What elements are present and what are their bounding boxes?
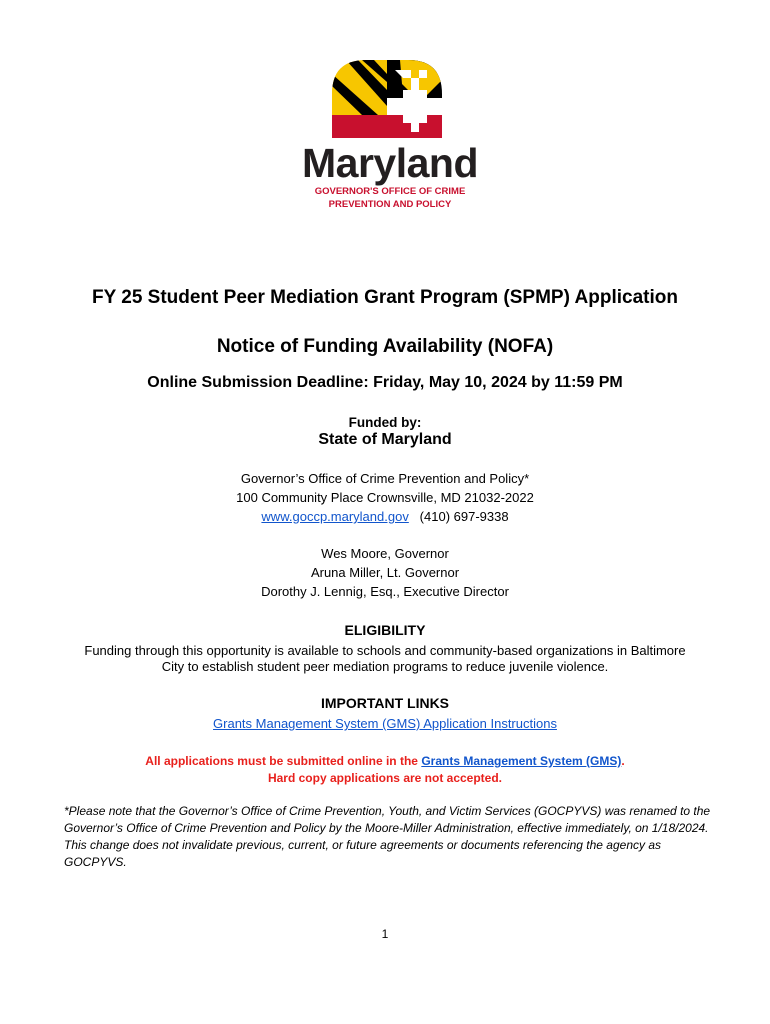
page-number: 1 (381, 927, 389, 941)
gms-instructions-link[interactable]: Grants Management System (GMS) Application Instructions (213, 716, 557, 731)
official-lt-governor: Aruna Miller, Lt. Governor (310, 565, 460, 580)
submission-deadline: Online Submission Deadline: Friday, May 10, 2024 by 11:59 PM (147, 374, 623, 391)
submission-warning (0, 753, 770, 787)
document-subtitle: Notice of Funding Availability (NOFA) (216, 336, 554, 357)
warning-prefix: All applications must be submitted online in the (145, 754, 422, 768)
agency-phone: (410) 697-9338 (419, 509, 509, 524)
important-links-list (0, 716, 770, 731)
important-links-heading: IMPORTANT LINKS (320, 695, 450, 711)
agency-address: 100 Community Place Crownsville, MD 21032-2022 (236, 490, 534, 505)
logo-wordmark: Maryland (302, 140, 478, 186)
eligibility-line-1: Funding through this opportunity is available to schools and community-based organizations in Baltimore (84, 643, 686, 658)
eligibility-heading: ELIGIBILITY (344, 622, 426, 638)
rename-footnote: *Please note that the Governor’s Office of Crime Prevention, Youth, and Victim Services (GOCPYVS) was renamed to the Governor’s Office of Crime Prevention and Policy by the Moore-Miller Administration, effective immediately, on 1/18/2024. This change does not invalidate previous, current, or future agreements or documents referencing the agency as GOCPYVS. (64, 804, 711, 869)
official-governor: Wes Moore, Governor (321, 546, 449, 561)
eligibility-line-2: City to establish student peer mediation programs to reduce juvenile violence. (161, 659, 609, 674)
funded-by-label: Funded by: (348, 415, 422, 430)
agency-name: Governor’s Office of Crime Prevention and Policy* (240, 471, 530, 486)
warning-line-1 (0, 753, 770, 770)
agency-web-phone (0, 507, 770, 526)
maryland-flag-icon (332, 60, 442, 138)
document-title: FY 25 Student Peer Mediation Grant Program (SPMP) Application (92, 287, 678, 308)
agency-contact-block (0, 469, 770, 526)
warning-suffix: . (621, 754, 625, 768)
logo-subline (290, 185, 490, 211)
agency-website-link[interactable]: www.goccp.maryland.gov (261, 509, 409, 524)
gms-link[interactable]: Grants Management System (GMS) (421, 754, 622, 768)
logo-subline-1: GOVERNOR'S OFFICE OF CRIME (314, 186, 466, 197)
eligibility-text (0, 643, 770, 675)
funded-by-value: State of Maryland (318, 431, 452, 448)
warning-line-2: Hard copy applications are not accepted. (267, 771, 503, 785)
official-executive-director: Dorothy J. Lennig, Esq., Executive Director (261, 584, 509, 599)
logo-subline-2: PREVENTION AND POLICY (328, 199, 452, 210)
maryland-goccp-logo (290, 60, 490, 220)
officials-list (0, 544, 770, 601)
